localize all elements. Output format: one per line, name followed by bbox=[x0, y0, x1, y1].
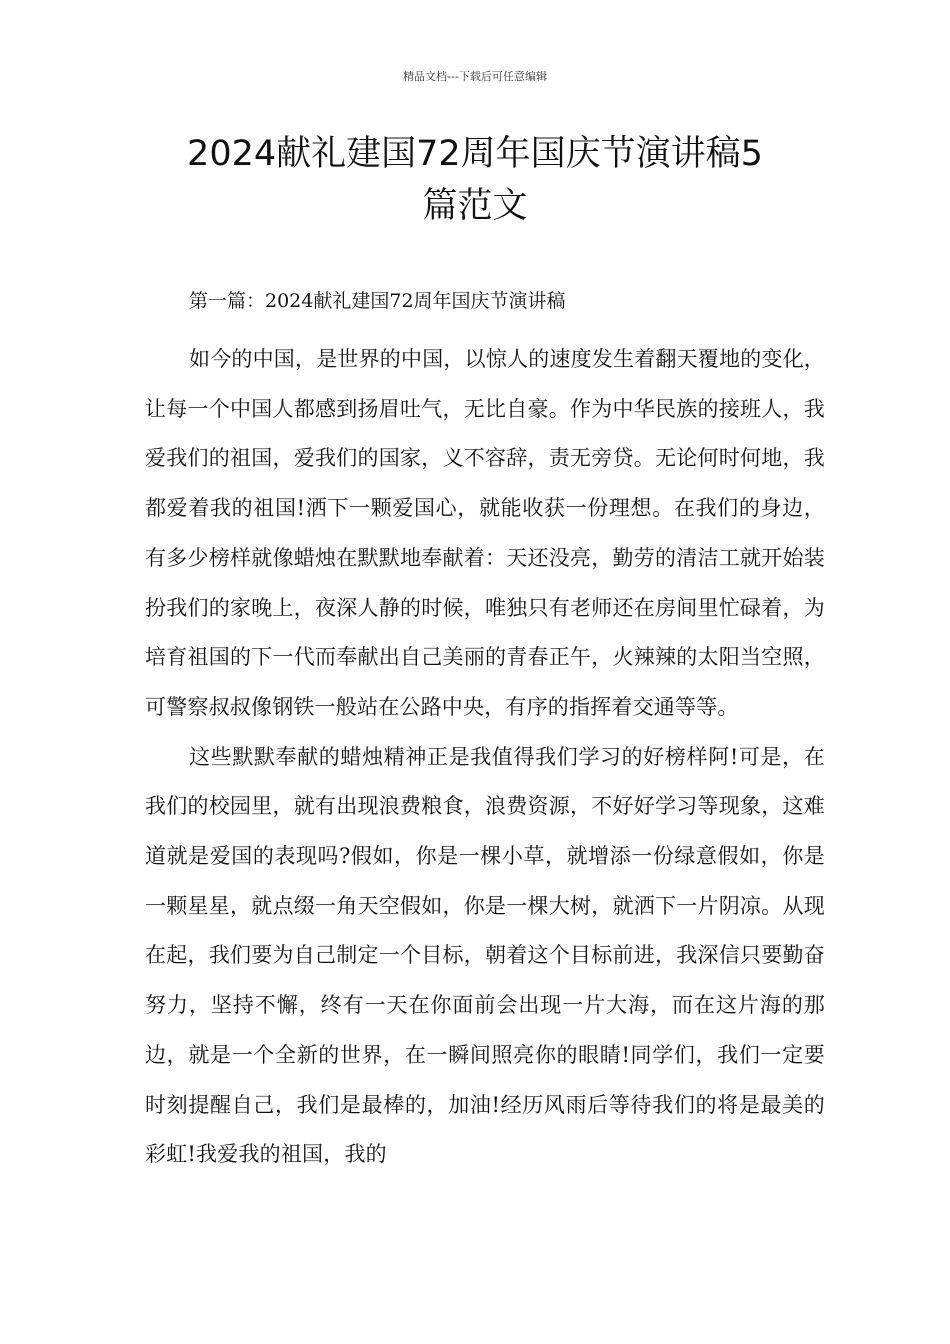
title-line-2: 篇范文 bbox=[422, 186, 528, 226]
section-heading: 第一篇：2024献礼建国72周年国庆节演讲稿 bbox=[189, 290, 566, 312]
document-title bbox=[110, 128, 840, 232]
header-note: 精品文档---下载后可任意编辑 bbox=[403, 70, 547, 83]
document-body bbox=[145, 283, 825, 1180]
title-line-1: 2024献礼建国72周年国庆节演讲稿5 bbox=[187, 134, 763, 174]
paragraph-1: 如今的中国，是世界的中国，以惊人的速度发生着翻天覆地的变化，让每一个中国人都感到扬眉吐气，无比自豪。作为中华民族的接班人，我爱我们的祖国，爱我们的国家，义不容辞，责无旁贷。无论何时何地，我都爱着我的祖国!洒下一颗爱国心，就能收获一份理想。在我们的身边，有多少榜样就像蜡烛在默默地奉献着：天还没亮，勤劳的清洁工就开始装扮我们的家晚上，夜深人静的时候，唯独只有老师还在房间里忙碌着，为培育祖国的下一代而奉献出自己美丽的青春正午，火辣辣的太阳当空照，可警察叔叔像钢铁一般站在公路中央，有序的指挥着交通等等。 bbox=[145, 347, 825, 719]
paragraph-2: 这些默默奉献的蜡烛精神正是我值得我们学习的好榜样阿!可是，在我们的校园里，就有出现浪费粮食，浪费资源，不好好学习等现象，这难道就是爱国的表现吗?假如，你是一棵小草，就增添一份绿意假如，你是一颗星星，就点缀一角天空假如，你是一棵大树，就洒下一片阴凉。从现在起，我们要为自己制定一个目标，朝着这个目标前进，我深信只要勤奋努力，坚持不懈，终有一天在你面前会出现一片大海，而在这片海的那边，就是一个全新的世界，在一瞬间照亮你的眼睛!同学们，我们一定要时刻提醒自己，我们是最棒的，加油!经历风雨后等待我们的将是最美的彩虹!我爱我的祖国，我的 bbox=[145, 744, 825, 1167]
